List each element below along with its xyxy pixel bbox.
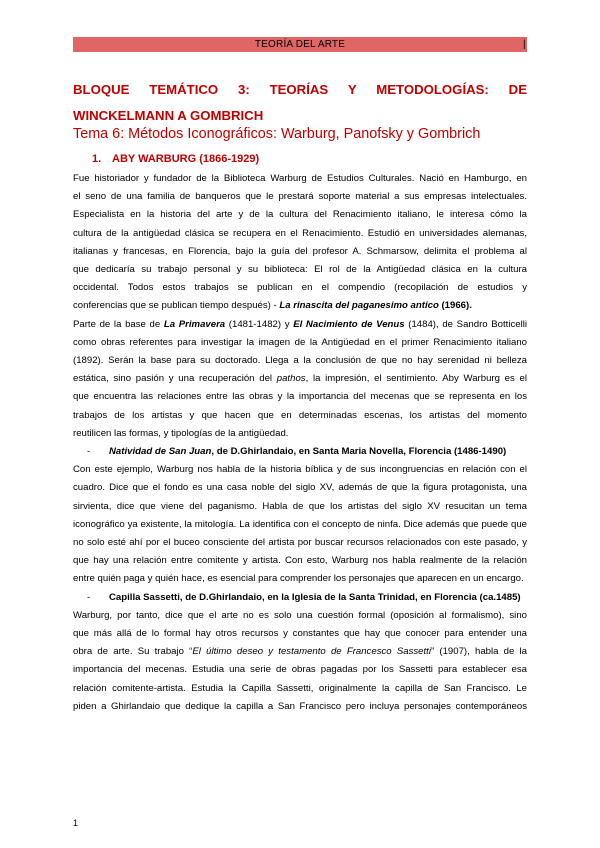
text-run: estática, sino pasión y una recuperación del — [73, 373, 277, 385]
text-line: Fue historiador y fundador de la Biblioteca Warburg de Estudios Culturales. Nació en Hamburgo, en — [73, 173, 527, 184]
bullet-item — [73, 443, 527, 461]
text-line: relación comitente-artista. Estudia la Capilla Sassetti, originalmente la capilla de San Francisco. Le — [73, 682, 527, 694]
text-line: Warburg, por tanto, dice que el arte no es solo una cuestión formal (oposición al formalismo), sino — [73, 609, 527, 621]
artwork-title: Natividad de San Juan — [109, 446, 212, 458]
text-line: Especialista en la historia del arte y de la cultura del Renacimiento italiano, le interesa cómo la — [73, 209, 527, 221]
bullet-text: Capilla Sassetti, de D.Ghirlandaio, en la Iglesia de la Santa Trinidad, en Florencia (ca.1485) — [109, 591, 521, 603]
paragraph-1 — [73, 170, 527, 316]
text-line: que dedicaría su trabajo personal y su biblioteca: El rol de la Antigüedad clásica en la cultura — [73, 264, 527, 276]
bullet-dash: - — [87, 591, 91, 603]
bullet-dash: - — [87, 446, 91, 458]
bullet-item — [73, 589, 527, 607]
text-line: piden a Ghirlandaio que dedique la capilla a San Francisco pero incluya personajes contemporáneos — [73, 700, 527, 712]
section-heading — [92, 152, 259, 166]
text-line — [73, 643, 527, 661]
text-line — [73, 370, 527, 388]
text-line — [73, 297, 527, 315]
bullet-text: , de D.Ghirlandaio, en Santa Maria Novella, Florencia (1486-1490) — [211, 446, 507, 458]
publication-title: El último deseo y testamento de Francesco Sassetti — [192, 646, 431, 658]
paragraph-2 — [73, 316, 527, 443]
text-line: iconográfico ya existente, la mitología. La identifica con el concepto de ninfa. Dice además que puede que — [73, 518, 527, 530]
text-run: (1484), de Sandro Botticelli — [404, 318, 527, 330]
block-title: BLOQUE TEMÁTICO 3: TEORÍAS Y METODOLOGÍAS: DE WINCKELMANN A GOMBRICH — [73, 82, 527, 123]
text-line: que hay una relación entre comitente y artista. Con esto, Warburg nos habla realmente de la relación — [73, 555, 527, 567]
header-title: TEORÍA DEL ARTE — [254, 39, 346, 50]
text-line: no solo esté ahí por el buceo consciente del artista por buscar recursos relacionados con este pasado, y — [73, 537, 527, 549]
topic-title: Tema 6: Métodos Iconográficos: Warburg, Panofsky y Gombrich — [73, 126, 481, 142]
text-run: , la impresión, el sentimiento. Aby Warburg es el — [305, 373, 527, 385]
text-line: italianas y francesas, en Florencia, bajo la guía del profesor A. Schmarsow, delimita el problema al — [73, 245, 527, 257]
text-line: cuadro. Dice que el fondo es una casa noble del siglo XV, además de que la figura protagonista, una — [73, 482, 527, 494]
section-title: ABY WARBURG (1866-1929) — [112, 153, 260, 165]
text-line: entre quién paga y quién hace, es esencial para comprender los personajes que aparecen en un encargo. — [73, 573, 524, 585]
text-run: Parte de la base de — [73, 318, 164, 330]
text-line: importancia del mecenas. Estudia una serie de obras pagadas por los Sassetti para establecer esa — [73, 664, 527, 676]
text-line: occidental. Todos estos trabajos se publican en el compendio (recopilación de estudios y — [73, 282, 527, 294]
text-line: (1892). Serán la base para su doctorado. Llega a la conclusión de que no hay serenidad ni belleza — [73, 355, 527, 367]
text-line: el seno de una familia de banqueros que le prestará soporte material a sus empresas intelectuales. — [73, 191, 527, 203]
page-number: 1 — [73, 818, 79, 828]
text-line: que encuentra las relaciones entre las obras y la importancia del mecenas que se representa en los — [73, 391, 527, 403]
paragraph-4 — [73, 607, 527, 716]
artwork-title: El Nacimiento de Venus — [293, 318, 405, 330]
artwork-title: La Primavera — [163, 318, 226, 330]
running-header — [73, 37, 527, 52]
text-line — [73, 316, 527, 334]
text-line: reutilicen las formas, y tipologías de la antigüedad. — [73, 427, 289, 439]
text-run: obra de arte. Su trabajo “ — [73, 646, 193, 658]
text-line: sirvienta, dice que viene del paganismo. Habla de que los artistas del siglo XV resucitan un tema — [73, 500, 527, 512]
text-line: Con este ejemplo, Warburg nos habla de la historia bíblica y de sus incongruencias en relación con el — [73, 464, 527, 476]
section-number: 1. — [92, 153, 102, 165]
text-line: cultura de la antigüedad clásica se recupera en el Renacimiento. Estudió en universidades alemanas, — [73, 227, 527, 239]
body-text — [73, 170, 527, 716]
publication-year: (1966). — [441, 300, 472, 312]
paragraph-3 — [73, 461, 527, 588]
text-line: como obras referentes para investigar la imagen de la Antigüedad en el primer Renacimiento italiano — [73, 336, 527, 348]
text-run: conferencias que se publican tiempo después) - — [73, 300, 280, 312]
text-line: trabajos de los artistas y que hacen que en determinadas escenas, los artistas del momento — [73, 409, 527, 421]
text-run: (1481-1482) y — [225, 318, 294, 330]
term: pathos — [276, 373, 306, 385]
header-mark: | — [523, 39, 526, 50]
publication-title: La rinascita del paganesimo antico — [279, 300, 439, 312]
text-run: ” (1907), habla de la — [430, 646, 527, 658]
text-line: que más allá de lo formal hay otros recursos y constantes que hay que conocer para entender una — [73, 628, 527, 640]
